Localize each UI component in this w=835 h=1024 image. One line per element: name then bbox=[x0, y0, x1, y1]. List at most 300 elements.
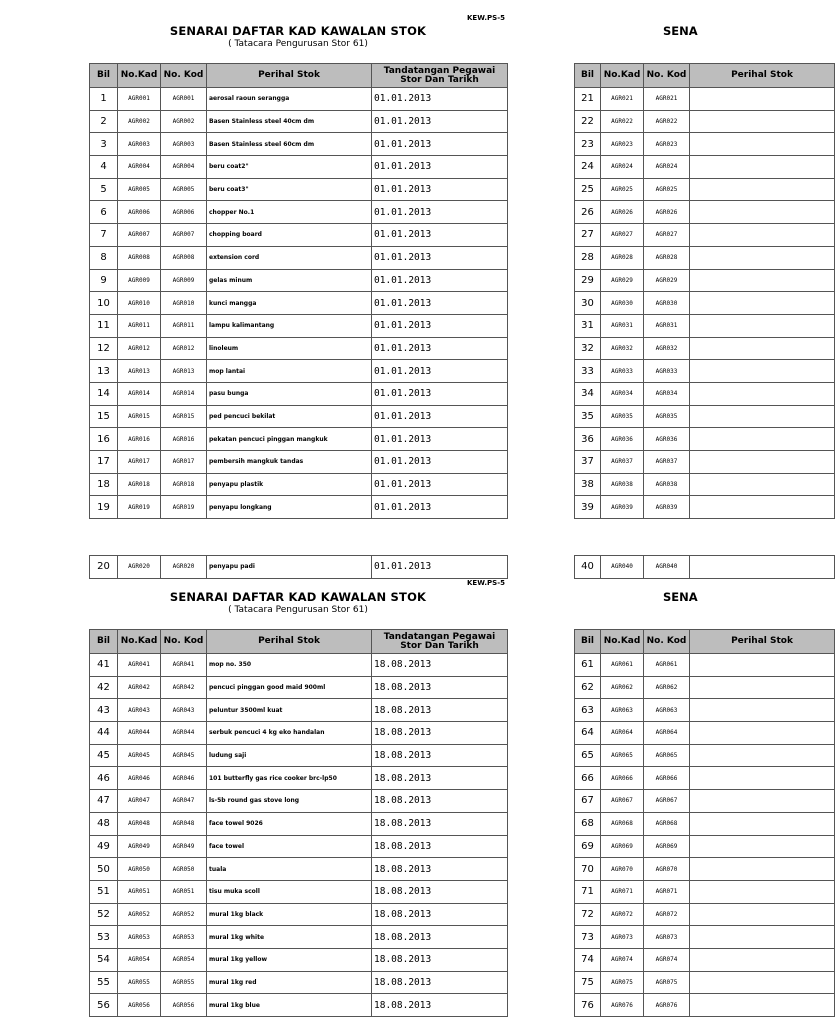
row-perihal: mural 1kg yellow bbox=[207, 948, 372, 971]
row-perihal: ped pencuci bekilat bbox=[207, 405, 372, 428]
table-row bbox=[90, 360, 508, 383]
row-bil: 17 bbox=[90, 451, 118, 474]
row-bil: 35 bbox=[575, 405, 601, 428]
row-no-kad: AGR007 bbox=[118, 224, 161, 247]
row-bil: 5 bbox=[90, 178, 118, 201]
row-no-kod: AGR046 bbox=[161, 767, 207, 790]
row-perihal: face towel bbox=[207, 835, 372, 858]
row-date: 01.01.2013 bbox=[372, 337, 508, 360]
row-no-kad: AGR003 bbox=[118, 133, 161, 156]
table-row bbox=[575, 110, 835, 133]
table-row bbox=[575, 654, 835, 677]
row-bil: 29 bbox=[575, 269, 601, 292]
row-date: 18.08.2013 bbox=[372, 835, 508, 858]
row-no-kad: AGR061 bbox=[601, 654, 644, 677]
row-perihal bbox=[690, 699, 835, 722]
stock-table-left bbox=[89, 63, 508, 519]
row-perihal: 101 butterfly gas rice cooker brc-lp50 bbox=[207, 767, 372, 790]
row-date: 18.08.2013 bbox=[372, 994, 508, 1017]
table-row bbox=[90, 812, 508, 835]
row-no-kad: AGR033 bbox=[601, 360, 644, 383]
row-no-kad: AGR043 bbox=[118, 699, 161, 722]
col-no-kad: No.Kad bbox=[118, 64, 161, 88]
row-no-kod: AGR002 bbox=[161, 110, 207, 133]
row-no-kad: AGR023 bbox=[601, 133, 644, 156]
table-row bbox=[90, 654, 508, 677]
row-bil: 32 bbox=[575, 337, 601, 360]
table-row bbox=[575, 767, 835, 790]
row-bil: 28 bbox=[575, 246, 601, 269]
row-no-kod: AGR053 bbox=[161, 926, 207, 949]
row-no-kod: AGR030 bbox=[644, 292, 690, 315]
row-bil: 19 bbox=[90, 496, 118, 519]
table-row bbox=[90, 948, 508, 971]
row-date: 18.08.2013 bbox=[372, 812, 508, 835]
table-row bbox=[575, 88, 835, 111]
row-date: 18.08.2013 bbox=[372, 654, 508, 677]
col-tandatangan: Tandatangan Pegawai Stor Dan Tarikh bbox=[372, 630, 508, 654]
row-bil: 38 bbox=[575, 473, 601, 496]
row-perihal bbox=[690, 201, 835, 224]
row-perihal bbox=[690, 382, 835, 405]
row-no-kod: AGR069 bbox=[644, 835, 690, 858]
table-row bbox=[90, 880, 508, 903]
col-no-kad: No.Kad bbox=[601, 64, 644, 88]
row-bil: 37 bbox=[575, 451, 601, 474]
row-perihal: tisu muka scoll bbox=[207, 880, 372, 903]
table-row bbox=[575, 201, 835, 224]
row-date: 18.08.2013 bbox=[372, 790, 508, 813]
row-perihal bbox=[690, 790, 835, 813]
row-bil: 11 bbox=[90, 314, 118, 337]
row-no-kad: AGR045 bbox=[118, 744, 161, 767]
row-no-kad: AGR044 bbox=[118, 722, 161, 745]
row-bil: 49 bbox=[90, 835, 118, 858]
col-perihal: Perihal Stok bbox=[690, 64, 835, 88]
col-bil: Bil bbox=[575, 64, 601, 88]
row-bil: 10 bbox=[90, 292, 118, 315]
row-no-kad: AGR029 bbox=[601, 269, 644, 292]
row-perihal: gelas minum bbox=[207, 269, 372, 292]
row-no-kod: AGR011 bbox=[161, 314, 207, 337]
row-no-kad: AGR052 bbox=[118, 903, 161, 926]
row-no-kad: AGR015 bbox=[118, 405, 161, 428]
row-bil: 62 bbox=[575, 676, 601, 699]
row-no-kod: AGR014 bbox=[161, 382, 207, 405]
row-no-kad: AGR026 bbox=[601, 201, 644, 224]
row-no-kad: AGR036 bbox=[601, 428, 644, 451]
row-no-kod: AGR054 bbox=[161, 948, 207, 971]
table-row bbox=[575, 790, 835, 813]
table-row bbox=[90, 744, 508, 767]
row-perihal: mop no. 350 bbox=[207, 654, 372, 677]
form-code: KEW.PS-5 bbox=[467, 579, 505, 587]
row-date: 01.01.2013 bbox=[372, 360, 508, 383]
row-perihal: beru coat3" bbox=[207, 178, 372, 201]
page-title-cut: SENA bbox=[663, 590, 698, 604]
row-no-kod: AGR031 bbox=[644, 314, 690, 337]
row-bil: 21 bbox=[575, 88, 601, 111]
row-no-kad: AGR062 bbox=[601, 676, 644, 699]
row-bil: 48 bbox=[90, 812, 118, 835]
table-row bbox=[90, 699, 508, 722]
col-tandatangan: Tandatangan Pegawai Stor Dan Tarikh bbox=[372, 64, 508, 88]
row-date: 18.08.2013 bbox=[372, 722, 508, 745]
row-bil: 22 bbox=[575, 110, 601, 133]
row-no-kod: AGR004 bbox=[161, 156, 207, 179]
row-perihal: mural 1kg red bbox=[207, 971, 372, 994]
row-perihal: mural 1kg white bbox=[207, 926, 372, 949]
stock-table-right-clip bbox=[574, 629, 793, 1017]
row-date: 18.08.2013 bbox=[372, 676, 508, 699]
row-bil: 30 bbox=[575, 292, 601, 315]
row-no-kod: AGR034 bbox=[644, 382, 690, 405]
row-perihal bbox=[690, 835, 835, 858]
row-no-kad: AGR056 bbox=[118, 994, 161, 1017]
table-row bbox=[575, 314, 835, 337]
col-perihal: Perihal Stok bbox=[690, 630, 835, 654]
table-row bbox=[575, 133, 835, 156]
row-perihal: serbuk pencuci 4 kg eko handalan bbox=[207, 722, 372, 745]
row-no-kad: AGR070 bbox=[601, 858, 644, 881]
row-no-kad: AGR021 bbox=[601, 88, 644, 111]
row-perihal bbox=[690, 178, 835, 201]
form-code: KEW.PS-5 bbox=[467, 14, 505, 22]
row-perihal: lampu kalimantang bbox=[207, 314, 372, 337]
table-row bbox=[90, 451, 508, 474]
row-date: 01.01.2013 bbox=[372, 496, 508, 519]
row-date: 01.01.2013 bbox=[372, 156, 508, 179]
col-perihal: Perihal Stok bbox=[207, 64, 372, 88]
row-no-kod: AGR039 bbox=[644, 496, 690, 519]
row-no-kod: AGR022 bbox=[644, 110, 690, 133]
row-perihal bbox=[690, 405, 835, 428]
row-no-kod: AGR076 bbox=[644, 994, 690, 1017]
row-no-kod: AGR024 bbox=[644, 156, 690, 179]
table-row bbox=[90, 201, 508, 224]
row-no-kad: AGR034 bbox=[601, 382, 644, 405]
row-no-kad: AGR002 bbox=[118, 110, 161, 133]
col-no-kad: No.Kad bbox=[118, 630, 161, 654]
row-no-kad: AGR047 bbox=[118, 790, 161, 813]
row-no-kad: AGR010 bbox=[118, 292, 161, 315]
row-perihal bbox=[690, 994, 835, 1017]
table-row bbox=[90, 903, 508, 926]
row-no-kod: AGR028 bbox=[644, 246, 690, 269]
row-date: 01.01.2013 bbox=[372, 405, 508, 428]
table-row bbox=[90, 224, 508, 247]
row-date: 18.08.2013 bbox=[372, 880, 508, 903]
row-date: 01.01.2013 bbox=[372, 88, 508, 111]
row-perihal bbox=[690, 360, 835, 383]
row-no-kod: AGR016 bbox=[161, 428, 207, 451]
row-perihal bbox=[690, 948, 835, 971]
row-no-kod: AGR044 bbox=[161, 722, 207, 745]
row-no-kod: AGR065 bbox=[644, 744, 690, 767]
row-date: 01.01.2013 bbox=[372, 201, 508, 224]
table-row bbox=[90, 722, 508, 745]
row-bil: 72 bbox=[575, 903, 601, 926]
row-no-kod: AGR033 bbox=[644, 360, 690, 383]
row-bil: 75 bbox=[575, 971, 601, 994]
row-perihal bbox=[690, 451, 835, 474]
row-perihal: chopping board bbox=[207, 224, 372, 247]
row-no-kad: AGR049 bbox=[118, 835, 161, 858]
col-bil: Bil bbox=[90, 64, 118, 88]
row-no-kad: AGR016 bbox=[118, 428, 161, 451]
row-no-kod: AGR067 bbox=[644, 790, 690, 813]
row-no-kod: AGR017 bbox=[161, 451, 207, 474]
row-bil: 66 bbox=[575, 767, 601, 790]
stock-table-left bbox=[89, 629, 508, 1017]
row-date: 18.08.2013 bbox=[372, 858, 508, 881]
row-bil: 34 bbox=[575, 382, 601, 405]
row-bil: 36 bbox=[575, 428, 601, 451]
row-perihal: beru coat2" bbox=[207, 156, 372, 179]
row-no-kod: AGR036 bbox=[644, 428, 690, 451]
col-no-kod: No. Kod bbox=[161, 64, 207, 88]
row-no-kod: AGR005 bbox=[161, 178, 207, 201]
row-no-kad: AGR073 bbox=[601, 926, 644, 949]
table-row bbox=[575, 224, 835, 247]
stock-table-right-last-clip bbox=[574, 555, 768, 579]
table-row bbox=[575, 428, 835, 451]
table-row bbox=[90, 767, 508, 790]
row-bil: 14 bbox=[90, 382, 118, 405]
row-no-kod: AGR003 bbox=[161, 133, 207, 156]
row-perihal: Basen Stainless steel 40cm dm bbox=[207, 110, 372, 133]
row-bil: 74 bbox=[575, 948, 601, 971]
row-bil: 54 bbox=[90, 948, 118, 971]
row-date: 18.08.2013 bbox=[372, 948, 508, 971]
table-row bbox=[575, 269, 835, 292]
row-perihal bbox=[690, 224, 835, 247]
row-perihal bbox=[690, 88, 835, 111]
row-no-kod: AGR068 bbox=[644, 812, 690, 835]
table-row bbox=[575, 676, 835, 699]
row-no-kad: AGR075 bbox=[601, 971, 644, 994]
row-bil: 51 bbox=[90, 880, 118, 903]
row-bil: 8 bbox=[90, 246, 118, 269]
row-no-kod: AGR019 bbox=[161, 496, 207, 519]
row-perihal bbox=[690, 110, 835, 133]
row-perihal bbox=[690, 971, 835, 994]
row-no-kod: AGR073 bbox=[644, 926, 690, 949]
row-bil: 18 bbox=[90, 473, 118, 496]
row-bil: 70 bbox=[575, 858, 601, 881]
row-perihal bbox=[690, 744, 835, 767]
row-perihal bbox=[690, 428, 835, 451]
row-no-kad: AGR022 bbox=[601, 110, 644, 133]
row-no-kad: AGR027 bbox=[601, 224, 644, 247]
col-no-kod: No. Kod bbox=[644, 630, 690, 654]
row-bil: 47 bbox=[90, 790, 118, 813]
table-row bbox=[90, 835, 508, 858]
row-no-kod: AGR047 bbox=[161, 790, 207, 813]
table-row bbox=[575, 292, 835, 315]
stock-list-page-2 bbox=[0, 577, 793, 1024]
row-no-kad: AGR017 bbox=[118, 451, 161, 474]
row-no-kod: AGR010 bbox=[161, 292, 207, 315]
row-perihal: pekatan pencuci pinggan mangkuk bbox=[207, 428, 372, 451]
row-perihal bbox=[690, 676, 835, 699]
table-row bbox=[575, 451, 835, 474]
row-bil: 53 bbox=[90, 926, 118, 949]
row-no-kod: AGR026 bbox=[644, 201, 690, 224]
row-no-kad: AGR054 bbox=[118, 948, 161, 971]
row-perihal: mural 1kg blue bbox=[207, 994, 372, 1017]
row-no-kad: AGR048 bbox=[118, 812, 161, 835]
table-row bbox=[575, 835, 835, 858]
col-no-kod: No. Kod bbox=[161, 630, 207, 654]
row-bil: 15 bbox=[90, 405, 118, 428]
row-no-kad: AGR076 bbox=[601, 994, 644, 1017]
row-bil: 1 bbox=[90, 88, 118, 111]
row-no-kad: AGR067 bbox=[601, 790, 644, 813]
row-perihal bbox=[690, 314, 835, 337]
row-no-kad: AGR071 bbox=[601, 880, 644, 903]
table-row bbox=[575, 337, 835, 360]
row-date: 18.08.2013 bbox=[372, 699, 508, 722]
row-date: 01.01.2013 bbox=[372, 473, 508, 496]
row-bil: 39 bbox=[575, 496, 601, 519]
row-no-kod: AGR061 bbox=[644, 654, 690, 677]
table-row bbox=[90, 133, 508, 156]
table-row bbox=[575, 812, 835, 835]
table-row bbox=[575, 246, 835, 269]
row-no-kod: AGR023 bbox=[644, 133, 690, 156]
row-bil: 3 bbox=[90, 133, 118, 156]
row-bil: 68 bbox=[575, 812, 601, 835]
row-date: 18.08.2013 bbox=[372, 926, 508, 949]
row-no-kod: AGR042 bbox=[161, 676, 207, 699]
row-no-kad: AGR014 bbox=[118, 382, 161, 405]
table-row bbox=[90, 926, 508, 949]
row-bil: 43 bbox=[90, 699, 118, 722]
row-bil: 27 bbox=[575, 224, 601, 247]
table-row bbox=[90, 178, 508, 201]
row-perihal: ls-5b round gas stove long bbox=[207, 790, 372, 813]
row-no-kad: AGR028 bbox=[601, 246, 644, 269]
row-date: 01.01.2013 bbox=[372, 178, 508, 201]
table-row bbox=[575, 473, 835, 496]
row-perihal bbox=[690, 880, 835, 903]
row-bil: 46 bbox=[90, 767, 118, 790]
row-no-kad: AGR030 bbox=[601, 292, 644, 315]
table-row bbox=[575, 926, 835, 949]
stock-table-right bbox=[574, 63, 835, 519]
row-no-kod: AGR013 bbox=[161, 360, 207, 383]
row-bil: 41 bbox=[90, 654, 118, 677]
row-perihal: extension cord bbox=[207, 246, 372, 269]
row-date: 01.01.2013 bbox=[372, 224, 508, 247]
table-row bbox=[575, 496, 835, 519]
row-bil: 56 bbox=[90, 994, 118, 1017]
table-row bbox=[575, 744, 835, 767]
row-no-kad: AGR050 bbox=[118, 858, 161, 881]
row-no-kod: AGR045 bbox=[161, 744, 207, 767]
page-subtitle: ( Tatacara Pengurusan Stor 61) bbox=[228, 605, 368, 615]
table-row bbox=[575, 382, 835, 405]
table-row bbox=[575, 722, 835, 745]
row-date: 01.01.2013 bbox=[372, 246, 508, 269]
row-no-kad: AGR063 bbox=[601, 699, 644, 722]
row-perihal bbox=[690, 496, 835, 519]
row-no-kod: AGR071 bbox=[644, 880, 690, 903]
table-row bbox=[90, 156, 508, 179]
table-row bbox=[90, 110, 508, 133]
row-perihal bbox=[690, 926, 835, 949]
row-no-kod: AGR056 bbox=[161, 994, 207, 1017]
row-no-kod: AGR062 bbox=[644, 676, 690, 699]
row-perihal bbox=[690, 292, 835, 315]
row-bil: 76 bbox=[575, 994, 601, 1017]
row-no-kad: AGR009 bbox=[118, 269, 161, 292]
row-bil: 71 bbox=[575, 880, 601, 903]
table-row: 20 AGR020 AGR020 penyapu padi 01.01.2013 bbox=[90, 556, 508, 579]
table-row bbox=[90, 314, 508, 337]
row-no-kod: AGR041 bbox=[161, 654, 207, 677]
row-date: 18.08.2013 bbox=[372, 971, 508, 994]
row-perihal bbox=[690, 337, 835, 360]
row-bil: 25 bbox=[575, 178, 601, 201]
row-no-kad: AGR039 bbox=[601, 496, 644, 519]
row-bil: 61 bbox=[575, 654, 601, 677]
row-no-kad: AGR004 bbox=[118, 156, 161, 179]
row-perihal: face towel 9026 bbox=[207, 812, 372, 835]
table-row bbox=[90, 994, 508, 1017]
row-no-kod: AGR043 bbox=[161, 699, 207, 722]
row-date: 01.01.2013 bbox=[372, 292, 508, 315]
row-no-kad: AGR046 bbox=[118, 767, 161, 790]
row-no-kod: AGR018 bbox=[161, 473, 207, 496]
row-no-kod: AGR038 bbox=[644, 473, 690, 496]
row-no-kod: AGR074 bbox=[644, 948, 690, 971]
row-bil: 16 bbox=[90, 428, 118, 451]
row-date: 01.01.2013 bbox=[372, 451, 508, 474]
row-no-kod: AGR015 bbox=[161, 405, 207, 428]
row-no-kad: AGR053 bbox=[118, 926, 161, 949]
row-date: 01.01.2013 bbox=[372, 314, 508, 337]
row-perihal bbox=[690, 473, 835, 496]
table-row bbox=[575, 994, 835, 1017]
row-no-kod: AGR025 bbox=[644, 178, 690, 201]
row-bil: 23 bbox=[575, 133, 601, 156]
row-no-kad: AGR011 bbox=[118, 314, 161, 337]
row-perihal: chopper No.1 bbox=[207, 201, 372, 224]
row-bil: 67 bbox=[575, 790, 601, 813]
row-perihal: aerosal raoun serangga bbox=[207, 88, 372, 111]
row-bil: 42 bbox=[90, 676, 118, 699]
table-row bbox=[575, 903, 835, 926]
row-no-kod: AGR012 bbox=[161, 337, 207, 360]
stock-table-left-last bbox=[89, 555, 508, 579]
row-perihal: ludung saji bbox=[207, 744, 372, 767]
table-row bbox=[575, 360, 835, 383]
row-no-kad: AGR037 bbox=[601, 451, 644, 474]
row-perihal bbox=[690, 654, 835, 677]
row-bil: 65 bbox=[575, 744, 601, 767]
table-row bbox=[575, 156, 835, 179]
row-no-kad: AGR066 bbox=[601, 767, 644, 790]
page-title: SENARAI DAFTAR KAD KAWALAN STOK bbox=[169, 590, 427, 604]
row-no-kod: AGR001 bbox=[161, 88, 207, 111]
row-bil: 64 bbox=[575, 722, 601, 745]
row-perihal: penyapu longkang bbox=[207, 496, 372, 519]
row-date: 01.01.2013 bbox=[372, 382, 508, 405]
row-bil: 6 bbox=[90, 201, 118, 224]
table-row bbox=[575, 699, 835, 722]
